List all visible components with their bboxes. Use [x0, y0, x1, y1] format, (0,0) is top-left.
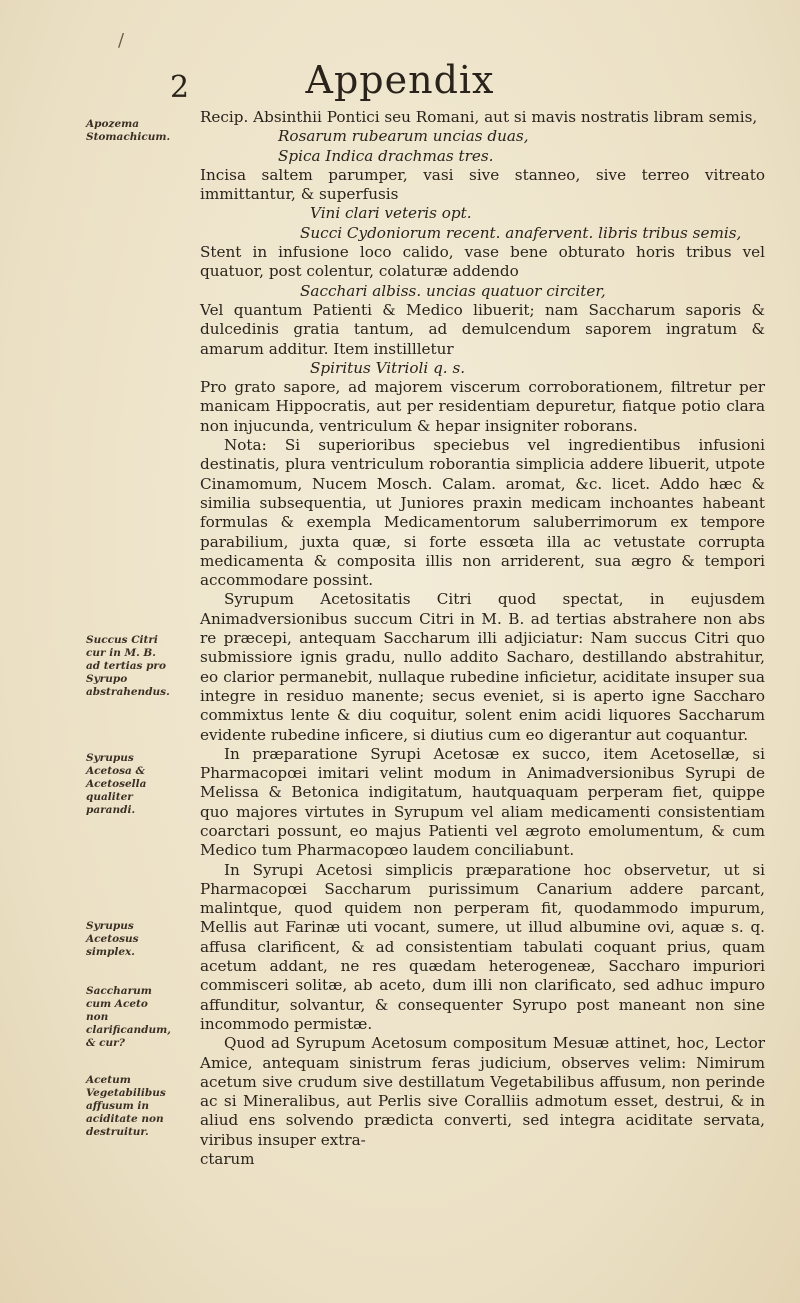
margin-note: Syrupus Acetosus simplex.	[86, 920, 139, 958]
recipe-line: Vini clari veteris opt.	[310, 204, 472, 223]
margin-note: Acetum Vegetabilibus affusum in aciditate non destruitur.	[86, 1074, 166, 1138]
paragraph: Nota: Si superioribus speciebus vel ingredientibus infusioni destinatis, plura ventriculum roborantia simplicia addere libuerit, utpote Cinamomum, Nucem Mosch. Calam. aromat, &c. licet. Addo hæc & similia subsequentia, ut Juniores praxin medicam inchoantes habeant formulas & exempla Medicamentorum saluberrimorum ex tempore parabilium, juxta quæ, si forte essœta illa ac vetustate corrupta medicamenta & composita illis non arriderent, sua ægro & tempori accommodare possint.	[200, 436, 765, 590]
margin-note: Apozema Stomachicum.	[86, 118, 171, 143]
paragraph: In præparatione Syrupi Acetosæ ex succo, item Acetosellæ, si Pharmacopœi imitari velint modum in Animadversionibus Syrupi de Melissa & Betonica indigitatum, hautquaquam perperam fiet, quippe quo majores virtutes in Syrupum vel aliam medicamenti consistentiam coarctari possunt, eo majus Patienti vel ægroto emolumentum, & cum Medico tum Pharmacopœo laudem conciliabunt.	[200, 744, 765, 860]
paragraph: Pro grato sapore, ad majorem viscerum corroborationem, filtretur per manicam Hippocratis, aut per residentiam depuretur, fiatque potio clara non injucunda, ventriculum & hepar insigniter roborans.	[200, 378, 765, 435]
margin-note: Syrupus Acetosa & Acetosella qualiter parandi.	[86, 752, 147, 816]
recipe-line: Spiritus Vitrioli q. s.	[310, 358, 466, 377]
paragraph: In Syrupi Acetosi simplicis præparatione hoc observetur, ut si Pharmacopœi Saccharum purissimum Canarium addere parcant, malintque, quod quidem non perperam fit, quodammodo impurum, Mellis aut Farinæ uti vocant, sumere, ut illud albumine ovi, aquæ s. q. affusa clarificent, & ad consistentiam tabulati coquant prius, quam acetum addant, ne res quædam heterogeneæ, Saccharo impuriori commisceri solitæ, ab aceto, dum illi non clarificato, sed adhuc impuro affunditur, solvantur, & consequenter Syrupo post maneant non sine incommodo permistæ.	[200, 860, 765, 1033]
paragraph: Syrupum Acetositatis Citri quod spectat, in eujusdem Animadversionibus succum Citri in M. B. ad tertias abstrahere non abs re præcepi, antequam Saccharum illi adjiciatur: Nam succus Citri quo submissiore ignis gradu, nullo addito Sacharo, destillando abstrahitur, eo clarior permanebit, nullaque rubedine inficietur, aciditate insuper sua integre in residuo manente; secus eveniet, si is aperto igne Saccharo commixtus lente & diu coquitur, solent enim acidi liquores Saccharum evidente rubedine inficere, si diutius cum eo digerantur aut coquantur.	[200, 590, 765, 744]
corner-mark: /	[118, 30, 125, 51]
recipe-line: Incisa saltem parumper, vasi sive stanneo, sive terreo vitreato immittantur, & superfusis	[200, 165, 765, 204]
paragraph: Quod ad Syrupum Acetosum compositum Mesuæ attinet, hoc, Lector Amice, antequam sinistrum feras judicium, observes velim: Nimirum acetum sive crudum sive destillatum Vegetabilibus affusum, non perinde ac si Mineralibus, aut Perlis sive Coralliis admotum esset, destrui, & in aliud ens solvendo prædicta converti, sed integra aciditate servata, viribus insuper extra-	[200, 1034, 765, 1149]
recipe-line: Rosarum rubearum uncias duas,	[278, 127, 529, 146]
recipe-line: Recip. Absinthii Pontici seu Romani, aut si mavis nostratis libram semis,	[200, 108, 758, 126]
recipe-line: Succi Cydoniorum recent. anafervent. libris tribus semis,	[300, 223, 742, 242]
running-head: Appendix	[305, 58, 495, 102]
margin-note: Saccharum cum Aceto non clarificandum, & cur?	[86, 985, 171, 1049]
page-number: 2	[170, 70, 190, 105]
recipe-line: Stent in infusione loco calido, vase bene obturato horis tribus vel quatuor, post colentur, colaturæ addendo	[200, 243, 765, 281]
recipe-line: Vel quantum Patienti & Medico libuerit; nam Saccharum saporis & dulcedinis gratia tantum, ad demulcendum saporem ingratum & amarum additur. Item instillletur	[200, 300, 765, 358]
catchword: ctarum	[200, 1150, 255, 1169]
margin-note: Succus Citri cur in M. B. ad tertias pro Syrupo abstrahendus.	[86, 634, 170, 698]
recipe-line: Spica Indica drachmas tres.	[278, 146, 494, 165]
recipe-line: Sacchari albiss. uncias quatuor circiter,	[300, 281, 606, 300]
body-text	[200, 108, 765, 1169]
